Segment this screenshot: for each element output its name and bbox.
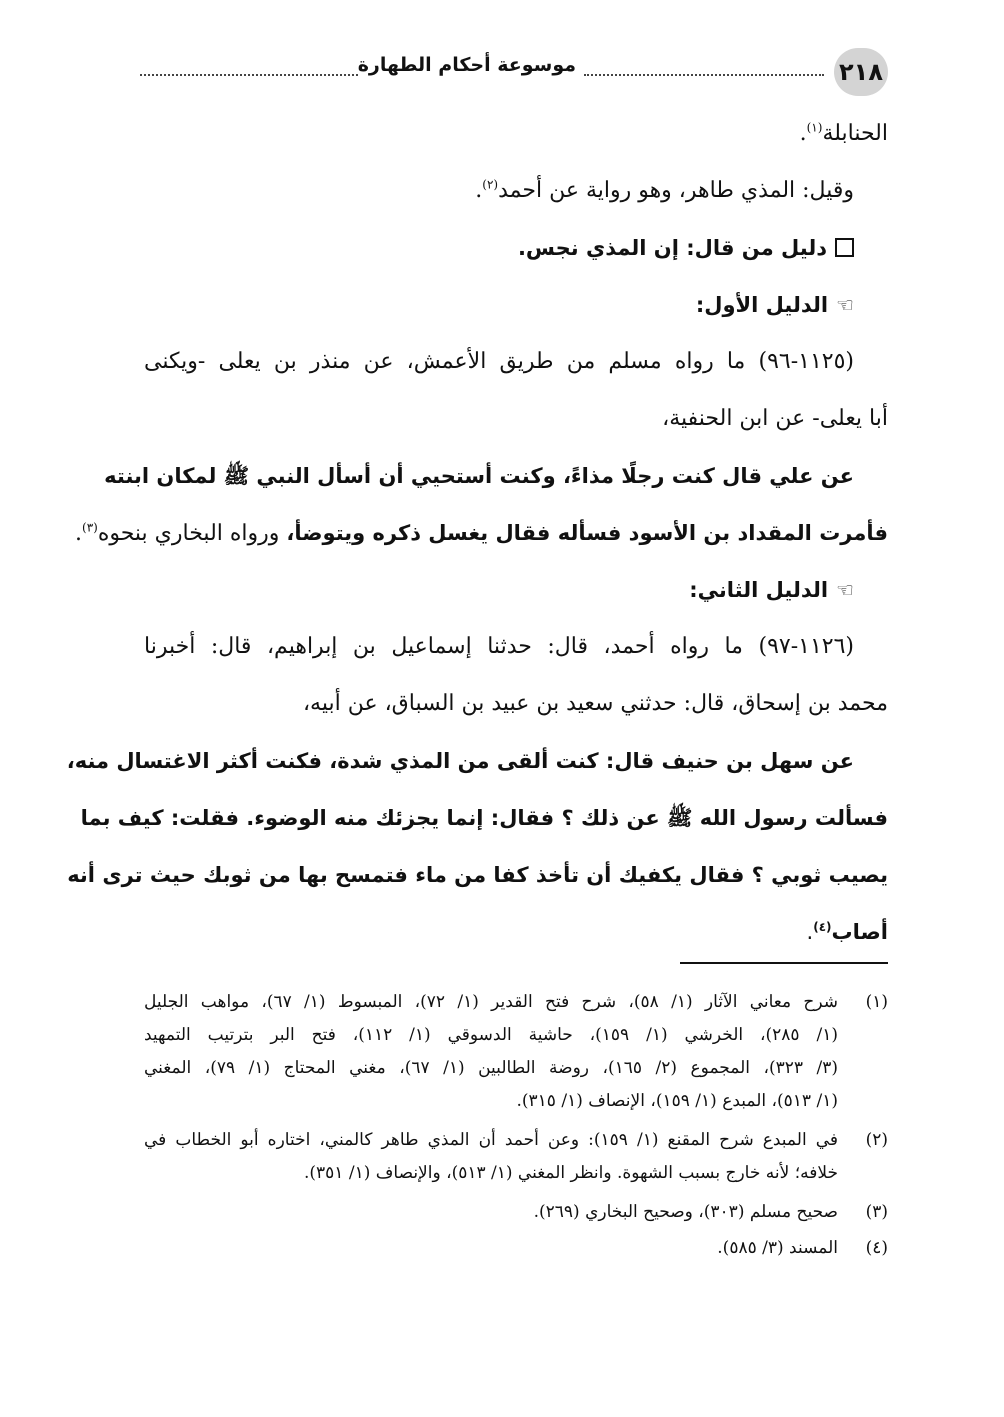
footnote-1-line-3: (٣/ ٣٢٣)، المجموع (٢/ ١٦٥)، روضة الطالبين (١/ ٦٧)، مغني المحتاج (١/ ٧٩)، المغني — [144, 1058, 839, 1078]
text-line-2: وقيل: المذي طاهر، وهو رواية عن أحمد$^{(٢)}$. — [475, 177, 854, 203]
bullet-pointer-icon: ☜ — [836, 293, 854, 317]
section-heading: دليل من قال: إن المذي نجس. — [144, 220, 888, 276]
header-dotted-rule-right — [584, 74, 824, 76]
footnote-separator — [680, 962, 888, 964]
hadith-line-3: عن سهل بن حنيف قال: كنت ألقى من المذي شدة، فكنت أكثر الاغتسال منه، — [66, 749, 854, 773]
footnote-number: (٣) — [865, 1202, 888, 1222]
footnote-number: (٢) — [865, 1130, 888, 1150]
footnote-1: (١) شرح معاني الآثار (١/ ٥٨)، شرح فتح القدير (١/ ٧٢)، المبسوط (١/ ٦٧)، مواهب الجليل — [144, 986, 888, 1018]
footnote-1-line-2: (١/ ٢٨٥)، الخرشي (١/ ١٥٩)، حاشية الدسوقي (١/ ١١٢)، فتح البر بترتيب التمهيد — [144, 1025, 838, 1045]
footnote-1-line-4: (١/ ٥١٣)، المبدع (١/ ١٥٩)، الإنصاف (١/ ٣١٥). — [516, 1091, 838, 1111]
footnote-ref-2: (٢) — [482, 177, 499, 192]
hadith-line-5: يصيب ثوبي ؟ فقال يكفيك أن تأخذ كفا من ماء فتمسح بها من ثوبك حيث ترى أنه — [67, 863, 888, 887]
running-header — [140, 48, 888, 100]
footnote-2: (٢) في المبدع شرح المقنع (١/ ١٥٩): وعن أحمد أن المذي طاهر كالمني، اختاره أبو الخطاب في — [144, 1124, 888, 1156]
hadith-line-4: فسألت رسول الله ﷺ عن ذلك ؟ فقال: إنما يجزئك منه الوضوء. فقلت: كيف بما — [80, 806, 888, 830]
evidence-heading-2: ☜الدليل الثاني: — [144, 562, 888, 618]
page-number-badge: ٢١٨ — [834, 48, 888, 96]
bullet-pointer-icon: ☜ — [836, 578, 854, 602]
footnote-number: (٤) — [865, 1238, 888, 1258]
footnote-ref-1: (١) — [806, 120, 823, 135]
footnote-ref-3: (٣) — [82, 520, 98, 535]
checkbox-square-icon — [835, 238, 854, 257]
header-dotted-rule-left — [140, 74, 358, 76]
text-line-6: أبا يعلى- عن ابن الحنفية، — [662, 406, 888, 431]
footnote-3: (٣) صحيح مسلم (٣٠٣)، وصحيح البخاري (٢٦٩). — [144, 1196, 888, 1228]
footnote-2-line-2: خلافه؛ لأنه خارج بسبب الشهوة. وانظر المغني (١/ ٥١٣)، والإنصاف (١/ ٣٥١). — [304, 1163, 838, 1183]
hadith-line-6: أصاب$^{(٤)}$. — [806, 920, 888, 944]
footnote-number: (١) — [865, 992, 888, 1012]
evidence-heading-1: ☜الدليل الأول: — [144, 277, 888, 333]
hadith-line-1: عن علي قال كنت رجلًا مذاءً، وكنت أستحيي أن أسأل النبي ﷺ لمكان ابنته — [104, 464, 854, 488]
text-line-11: محمد بن إسحاق، قال: حدثني سعيد بن عبيد بن السباق، عن أبيه، — [302, 691, 888, 716]
header-title: موسوعة أحكام الطهارة — [357, 54, 576, 76]
text-line-10: (١١٢٦-٩٧) ما رواه أحمد، قال: حدثنا إسماعيل بن إبراهيم، قال: أخبرنا — [144, 634, 854, 659]
hadith-line-2: فأمرت المقداد بن الأسود فسأله فقال يغسل ذكره ويتوضأ، ورواه البخاري بنحوه$^{(٣)}$. — [75, 520, 888, 546]
footnote-4: (٤) المسند (٣/ ٥٨٥). — [144, 1232, 888, 1264]
footnote-ref-4: (٤) — [813, 920, 832, 934]
text-line-1: الحنابلة$^{(١)}$. — [799, 120, 888, 146]
text-line-5: (١١٢٥-٩٦) ما رواه مسلم من طريق الأعمش، عن منذر بن يعلى -ويكنى — [144, 349, 854, 374]
